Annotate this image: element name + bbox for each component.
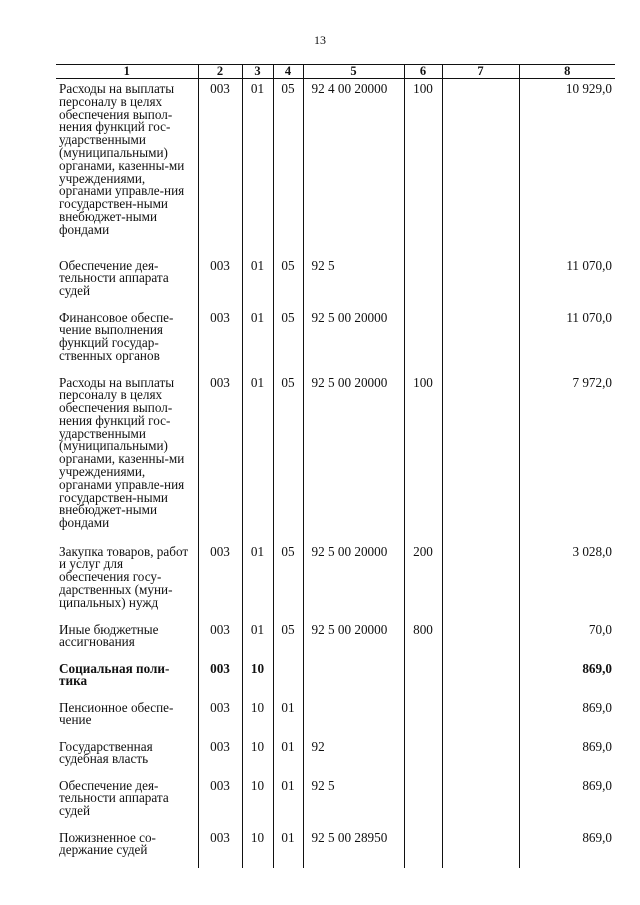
column-header: 2	[198, 65, 242, 79]
row-name-cell: Пенсионное обеспе-чение	[59, 699, 174, 728]
row-name-cell: Обеспечение дея-тельности аппарата судей	[59, 257, 169, 299]
expense-type-cell: 100	[404, 79, 442, 256]
amount-cell: 11 070,0	[519, 308, 615, 373]
column-header: 6	[404, 65, 442, 79]
code-cell: 003	[198, 737, 242, 776]
target-item-cell: 92 5 00 20000	[303, 308, 404, 373]
amount-cell: 869,0	[519, 659, 615, 698]
table-row	[56, 828, 615, 868]
column-header: 4	[273, 65, 303, 79]
col7-cell	[442, 542, 519, 620]
subsection-cell: 05	[273, 373, 303, 542]
col7-cell	[442, 256, 519, 308]
section-cell: 10	[242, 776, 273, 828]
subsection-cell: 01	[273, 828, 303, 868]
col7-cell	[442, 737, 519, 776]
section-cell: 01	[242, 256, 273, 308]
amount-cell: 11 070,0	[519, 256, 615, 308]
table-row	[56, 776, 615, 828]
col7-cell	[442, 620, 519, 659]
row-name-cell: Расходы на выплаты персоналу в целях обеспечения выпол-нения функций гос-ударственными (муниципальными) органами, казенны-ми учреждениями, органами управле-ния государствен-ными внебюджет-ными фондами	[59, 81, 185, 237]
row-name-cell: Иные бюджетные ассигнования	[59, 621, 159, 650]
target-item-cell: 92 5	[303, 256, 404, 308]
amount-cell: 869,0	[519, 828, 615, 868]
section-cell: 10	[242, 698, 273, 737]
table-row	[56, 256, 615, 308]
table-row	[56, 698, 615, 737]
section-cell: 01	[242, 79, 273, 256]
table-row	[56, 542, 615, 620]
section-cell: 01	[242, 308, 273, 373]
subsection-cell: 01	[273, 776, 303, 828]
table-row	[56, 308, 615, 373]
column-header: 7	[442, 65, 519, 79]
row-name-cell: Обеспечение дея-тельности аппарата судей	[59, 777, 169, 819]
col7-cell	[442, 79, 519, 256]
col7-cell	[442, 698, 519, 737]
expense-type-cell: 200	[404, 542, 442, 620]
table-row	[56, 737, 615, 776]
amount-cell: 70,0	[519, 620, 615, 659]
code-cell: 003	[198, 373, 242, 542]
code-cell: 003	[198, 698, 242, 737]
column-header: 3	[242, 65, 273, 79]
expense-type-cell: 800	[404, 620, 442, 659]
amount-cell: 7 972,0	[519, 373, 615, 542]
target-item-cell: 92	[303, 737, 404, 776]
target-item-cell: 92 5 00 20000	[303, 373, 404, 542]
subsection-cell: 05	[273, 308, 303, 373]
col7-cell	[442, 373, 519, 542]
section-cell: 10	[242, 828, 273, 868]
code-cell: 003	[198, 620, 242, 659]
row-name-cell: Пожизненное со-держание судей	[59, 829, 156, 858]
code-cell: 003	[198, 308, 242, 373]
expense-type-cell	[404, 828, 442, 868]
subsection-cell	[273, 659, 303, 698]
target-item-cell	[303, 698, 404, 737]
col7-cell	[442, 828, 519, 868]
col7-cell	[442, 308, 519, 373]
table-row	[56, 373, 615, 542]
table-row	[56, 79, 615, 256]
section-cell: 01	[242, 620, 273, 659]
budget-table	[56, 64, 615, 868]
expense-type-cell	[404, 737, 442, 776]
expense-type-cell	[404, 776, 442, 828]
target-item-cell: 92 4 00 20000	[303, 79, 404, 256]
subsection-cell: 01	[273, 737, 303, 776]
code-cell: 003	[198, 828, 242, 868]
expense-type-cell: 100	[404, 373, 442, 542]
subsection-cell: 01	[273, 698, 303, 737]
amount-cell: 3 028,0	[519, 542, 615, 620]
section-cell: 01	[242, 542, 273, 620]
row-name-cell: Закупка товаров, работ и услуг для обеспечения госу-дарственных (муни-ципальных) нужд	[59, 543, 189, 610]
column-header: 8	[519, 65, 615, 79]
target-item-cell	[303, 659, 404, 698]
row-name-cell: Расходы на выплаты персоналу в целях обеспечения выпол-нения функций гос-ударственными (муниципальными) органами, казенны-ми учреждениями, органами управле-ния государствен-ными внебюджет-ными фондами	[59, 374, 185, 531]
target-item-cell: 92 5 00 20000	[303, 620, 404, 659]
table-row	[56, 659, 615, 698]
page-number: 13	[314, 33, 326, 47]
expense-type-cell	[404, 698, 442, 737]
section-cell: 10	[242, 737, 273, 776]
section-cell: 01	[242, 373, 273, 542]
row-name-cell: Финансовое обеспе-чение выполнения функций государ-ственных органов	[59, 309, 174, 363]
subsection-cell: 05	[273, 542, 303, 620]
subsection-cell: 05	[273, 620, 303, 659]
code-cell: 003	[198, 256, 242, 308]
code-cell: 003	[198, 659, 242, 698]
subsection-cell: 05	[273, 256, 303, 308]
table-row	[56, 620, 615, 659]
section-cell: 10	[242, 659, 273, 698]
column-header: 5	[303, 65, 404, 79]
row-name-cell: Государственная судебная власть	[59, 738, 153, 767]
col7-cell	[442, 659, 519, 698]
code-cell: 003	[198, 542, 242, 620]
target-item-cell: 92 5 00 28950	[303, 828, 404, 868]
expense-type-cell	[404, 256, 442, 308]
expense-type-cell	[404, 308, 442, 373]
amount-cell: 869,0	[519, 737, 615, 776]
code-cell: 003	[198, 776, 242, 828]
column-header: 1	[56, 65, 198, 79]
col7-cell	[442, 776, 519, 828]
amount-cell: 869,0	[519, 698, 615, 737]
amount-cell: 869,0	[519, 776, 615, 828]
target-item-cell: 92 5	[303, 776, 404, 828]
amount-cell: 10 929,0	[519, 79, 615, 256]
target-item-cell: 92 5 00 20000	[303, 542, 404, 620]
subsection-cell: 05	[273, 79, 303, 256]
table-header-row	[56, 65, 615, 79]
expense-type-cell	[404, 659, 442, 698]
code-cell: 003	[198, 79, 242, 256]
row-name-cell: Социальная поли-тика	[59, 660, 170, 689]
